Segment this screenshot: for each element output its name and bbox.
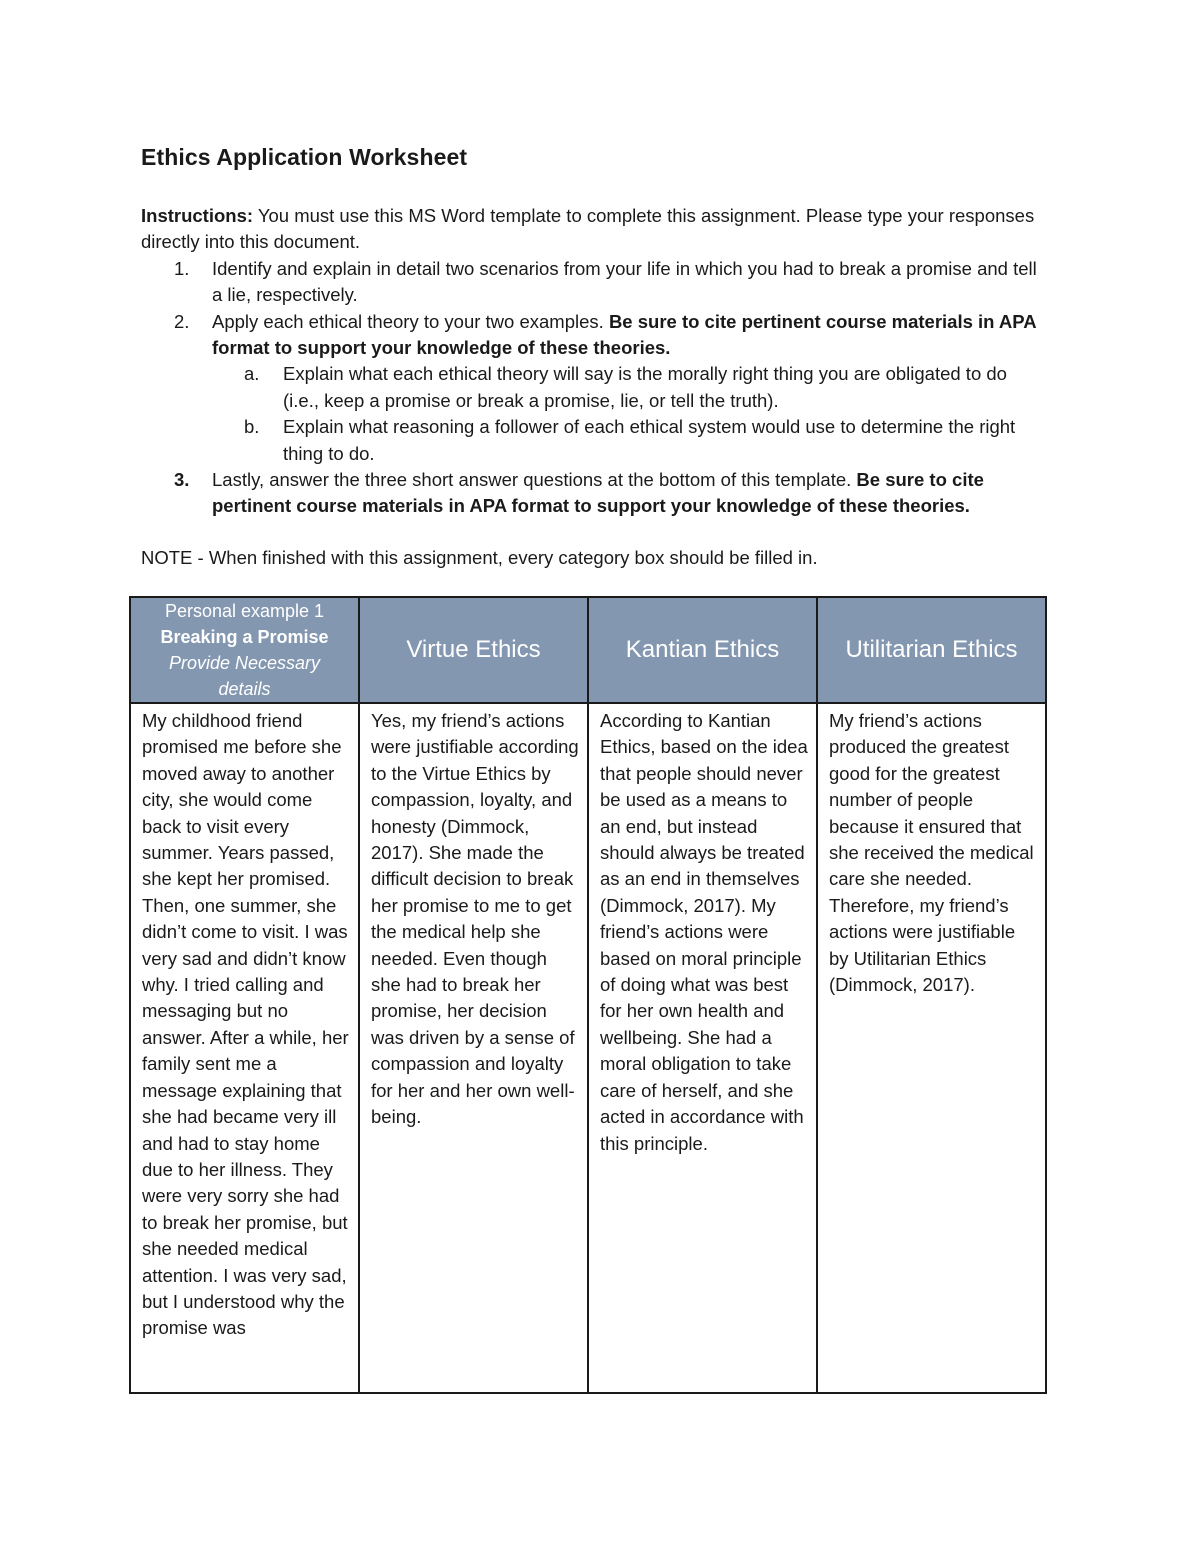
header-virtue-ethics xyxy=(359,597,588,703)
instruction-subtext: Explain what reasoning a follower of each ethical system would use to determine the right thing to do. xyxy=(283,416,1016,464)
instruction-text: Lastly, answer the three short answer questions at the bottom of this template. xyxy=(212,469,857,491)
cell-text: My childhood friend promised me before she moved away to another city, she would come back to visit every summer. Years passed, she kept her promised. Then, one summer, she didn’t come to visit. I was very sad and didn’t know why. I tried calling and messaging but no answer. After a while, her family sent me a message explaining that she had became very ill and had to stay home due to her illness. They were very sorry she had to break her promise, but she needed medical attention. I was very sad, but I understood why the promise was xyxy=(142,710,349,1339)
page-title: Ethics Application Worksheet xyxy=(141,144,468,170)
header-utilitarian-ethics xyxy=(817,597,1046,703)
cell-utilitarian-ethics[interactable] xyxy=(817,703,1046,1393)
cell-personal-example[interactable] xyxy=(130,703,359,1393)
instruction-item-1 xyxy=(141,256,1041,309)
header-kantian-ethics xyxy=(588,597,817,703)
header-example-label: Personal example 1 xyxy=(164,601,325,621)
instruction-item-3 xyxy=(141,467,1041,520)
instruction-number: 1. xyxy=(174,257,190,279)
instruction-bold-text: Be sure to cite pertinent course materials in APA format to support your knowledge of these theories. xyxy=(212,469,984,517)
instruction-letter: a. xyxy=(244,363,260,385)
cell-kantian-ethics[interactable] xyxy=(588,703,817,1393)
instruction-text: Identify and explain in detail two scenarios from your life in which you had to break a promise and tell a lie, respectively. xyxy=(212,257,1037,306)
instructions-text: You must use this MS Word template to complete this assignment. Please type your responses directly into this document. xyxy=(141,205,1035,253)
cell-text: Yes, my friend’s actions were justifiable according to the Virtue Ethics by compassion, loyalty, and honesty (Dimmock, 2017). She made the difficult decision to break her promise to me to get the medical help she needed. Even though she had to break her promise, her decision was driven by a sense of compassion and loyalty for her and her own well-being. xyxy=(371,710,579,1128)
instructions-label: Instructions: xyxy=(141,205,254,226)
header-example-hint: Provide Necessary details xyxy=(168,653,321,699)
ethics-table xyxy=(129,596,1047,1394)
header-label: Utilitarian Ethics xyxy=(845,636,1018,663)
table-header-row xyxy=(130,597,1046,703)
instruction-subitem-b xyxy=(212,414,1041,467)
instruction-text: Apply each ethical theory to your two examples. xyxy=(212,310,609,332)
instruction-letter: b. xyxy=(244,416,260,438)
header-label: Kantian Ethics xyxy=(625,636,780,663)
header-example-subject: Breaking a Promise xyxy=(160,627,329,647)
instructions-intro xyxy=(141,203,1041,256)
header-label: Virtue Ethics xyxy=(406,636,541,663)
instructions-block xyxy=(141,203,1041,520)
table-row xyxy=(130,703,1046,1393)
instruction-item-2 xyxy=(141,309,1041,467)
cell-text: According to Kantian Ethics, based on the idea that people should never be used as a means to an end, but instead should always be treated as an end in themselves (Dimmock, 2017). My friend’s actions were based on moral principle of doing what was best for her own health and wellbeing. She had a moral obligation to take care of herself, and she acted in accordance with this principle. xyxy=(600,710,808,1154)
instructions-list xyxy=(141,256,1041,520)
cell-text: My friend’s actions produced the greatest good for the greatest number of people because it ensured that she received the medical care she needed. Therefore, my friend’s actions were justifiable by Utilitarian Ethics (Dimmock, 2017). xyxy=(829,710,1034,996)
instruction-subtext: Explain what each ethical theory will say is the morally right thing you are obligated to do (i.e., keep a promise or break a promise, lie, or tell the truth). xyxy=(283,363,1007,411)
instruction-sublist xyxy=(212,361,1041,467)
header-personal-example xyxy=(130,597,359,703)
instruction-bold-text: Be sure to cite pertinent course materials in APA format to support your knowledge of these theories. xyxy=(212,310,1036,359)
instruction-number: 3. xyxy=(174,469,190,491)
instruction-number: 2. xyxy=(174,310,190,332)
cell-virtue-ethics[interactable] xyxy=(359,703,588,1393)
note-text: NOTE - When finished with this assignment, every category box should be filled in. xyxy=(141,547,818,568)
instruction-subitem-a xyxy=(212,361,1041,414)
